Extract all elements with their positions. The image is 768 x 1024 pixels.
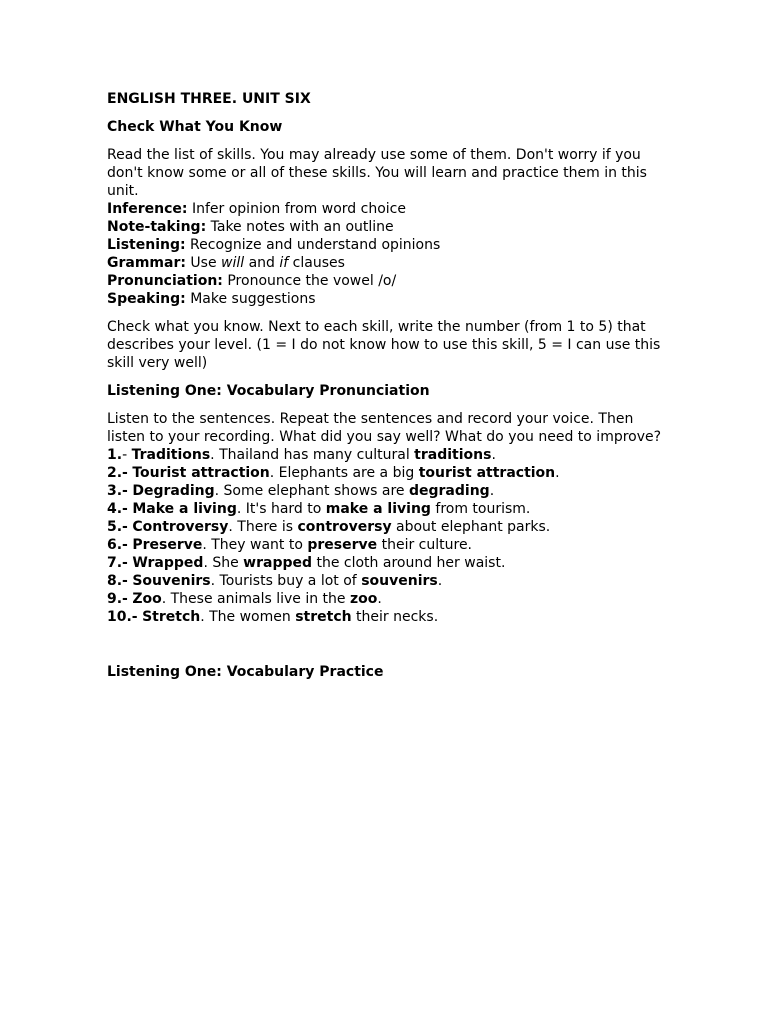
skill-label: Listening: — [107, 237, 186, 253]
vocab-term-in-sentence: tourist attraction — [418, 465, 556, 481]
vocab-term: Preserve — [132, 537, 203, 553]
skill-text-part: Use — [190, 255, 222, 271]
vocab-term: Souvenirs — [132, 573, 211, 589]
skill-text: Take notes with an outline — [210, 219, 394, 235]
vocab-sentence-after: the cloth around her waist. — [312, 555, 506, 571]
vocab-term-in-sentence: wrapped — [243, 555, 313, 571]
vocab-sentence-before: . These animals live in the — [161, 591, 350, 607]
section-heading-check-what-you-know: Check What You Know — [107, 119, 283, 135]
check-note-paragraph: Check what you know. Next to each skill, write the number (from 1 to 5) that describes your level. (1 = I do not know how to use this skill, 5 = I can use this skill very well) — [107, 319, 661, 371]
vocab-sentence-after: . — [437, 573, 443, 589]
vocab-term: Tourist attraction — [132, 465, 270, 481]
vocab-term: Controversy — [132, 519, 229, 535]
vocab-sentence-after: . — [489, 483, 495, 499]
vocab-number: 5.- — [107, 519, 128, 535]
skill-text: Infer opinion from word choice — [191, 201, 406, 217]
skill-text: Recognize and understand opinions — [190, 237, 441, 253]
vocab-sentence-before: . The women — [200, 609, 296, 625]
vocab-item-9 — [107, 590, 667, 608]
vocab-sentence-after: . — [555, 465, 560, 481]
vocab-number: 1. — [107, 447, 123, 463]
intro-paragraph: Read the list of skills. You may already use some of them. Don't worry if you don't know some or all of these skills. You will learn and practice them in this unit. — [107, 147, 647, 199]
vocab-item-3 — [107, 482, 667, 500]
vocab-item-8 — [107, 572, 667, 590]
vocab-number: 4.- — [107, 501, 128, 517]
document-content — [107, 90, 667, 681]
vocab-sentence-before: . Tourists buy a lot of — [210, 573, 362, 589]
vocab-sentence-before: . She — [203, 555, 244, 571]
vocab-item-1 — [107, 446, 667, 464]
section-heading-vocabulary-practice: Listening One: Vocabulary Practice — [107, 664, 384, 680]
section-heading-vocabulary-pronunciation: Listening One: Vocabulary Pronunciation — [107, 383, 430, 399]
vocab-sentence-after: their culture. — [377, 537, 473, 553]
vocab-item-5 — [107, 518, 667, 536]
vocab-term-in-sentence: zoo — [349, 591, 378, 607]
vocab-term-in-sentence: make a living — [325, 501, 431, 517]
vocab-term: Zoo — [132, 591, 162, 607]
skill-label: Pronunciation: — [107, 273, 223, 289]
vocab-separator: - — [122, 447, 132, 463]
vocab-number: 8.- — [107, 573, 128, 589]
vocab-term-in-sentence: traditions — [414, 447, 492, 463]
vocab-item-2 — [107, 464, 667, 482]
vocab-item-4 — [107, 500, 667, 518]
vocab-item-6 — [107, 536, 667, 554]
skill-label: Note-taking: — [107, 219, 207, 235]
skill-text: Pronounce the vowel /o/ — [227, 273, 397, 289]
vocab-item-10 — [107, 608, 667, 626]
skill-grammar — [107, 254, 667, 272]
vocab-number: 7.- — [107, 555, 128, 571]
vocab-sentence-before: . There is — [228, 519, 298, 535]
skill-text-emphasis: if — [279, 255, 289, 271]
vocab-term-in-sentence: preserve — [307, 537, 378, 553]
vocab-term-in-sentence: degrading — [408, 483, 490, 499]
vocab-term: Make a living — [132, 501, 237, 517]
vocab-number: 10.- — [107, 609, 138, 625]
vocab-sentence-after: about elephant parks. — [391, 519, 551, 535]
vocab-term-in-sentence: stretch — [295, 609, 352, 625]
vocab-number: 2.- — [107, 465, 128, 481]
vocab-sentence-after: . — [491, 447, 496, 463]
skill-inference — [107, 200, 667, 218]
vocab-sentence-after: . — [377, 591, 382, 607]
vocab-term-in-sentence: controversy — [297, 519, 392, 535]
document-title: ENGLISH THREE. UNIT SIX — [107, 91, 311, 107]
vocab-sentence-before: . Elephants are a big — [269, 465, 419, 481]
vocab-number: 3.- — [107, 483, 128, 499]
vocab-term: Traditions — [131, 447, 211, 463]
skill-label: Grammar: — [107, 255, 186, 271]
vocab-sentence-before: . They want to — [202, 537, 308, 553]
skill-text-part: and — [244, 255, 280, 271]
vocab-sentence-before: . Thailand has many cultural — [210, 447, 415, 463]
skill-pronunciation — [107, 272, 667, 290]
skill-text-emphasis: will — [221, 255, 245, 271]
vocab-number: 9.- — [107, 591, 128, 607]
vocab-item-7 — [107, 554, 667, 572]
skill-speaking — [107, 290, 667, 308]
vocab-sentence-after: their necks. — [351, 609, 439, 625]
skill-listening — [107, 236, 667, 254]
skill-text: Make suggestions — [190, 291, 316, 307]
skill-text-part: clauses — [288, 255, 345, 271]
vocab-term: Wrapped — [132, 555, 204, 571]
skill-label: Inference: — [107, 201, 188, 217]
vocab-sentence-before: . Some elephant shows are — [214, 483, 409, 499]
vocab-term: Stretch — [142, 609, 201, 625]
vocab-sentence-after: from tourism. — [430, 501, 531, 517]
section2-intro-paragraph: Listen to the sentences. Repeat the sentences and record your voice. Then listen to your recording. What did you say well? What do you need to improve? — [107, 411, 662, 445]
vocab-sentence-before: . It's hard to — [236, 501, 326, 517]
skill-note-taking — [107, 218, 667, 236]
vocab-term: Degrading — [132, 483, 215, 499]
skill-label: Speaking: — [107, 291, 186, 307]
vocab-number: 6.- — [107, 537, 128, 553]
vocab-term-in-sentence: souvenirs — [361, 573, 438, 589]
